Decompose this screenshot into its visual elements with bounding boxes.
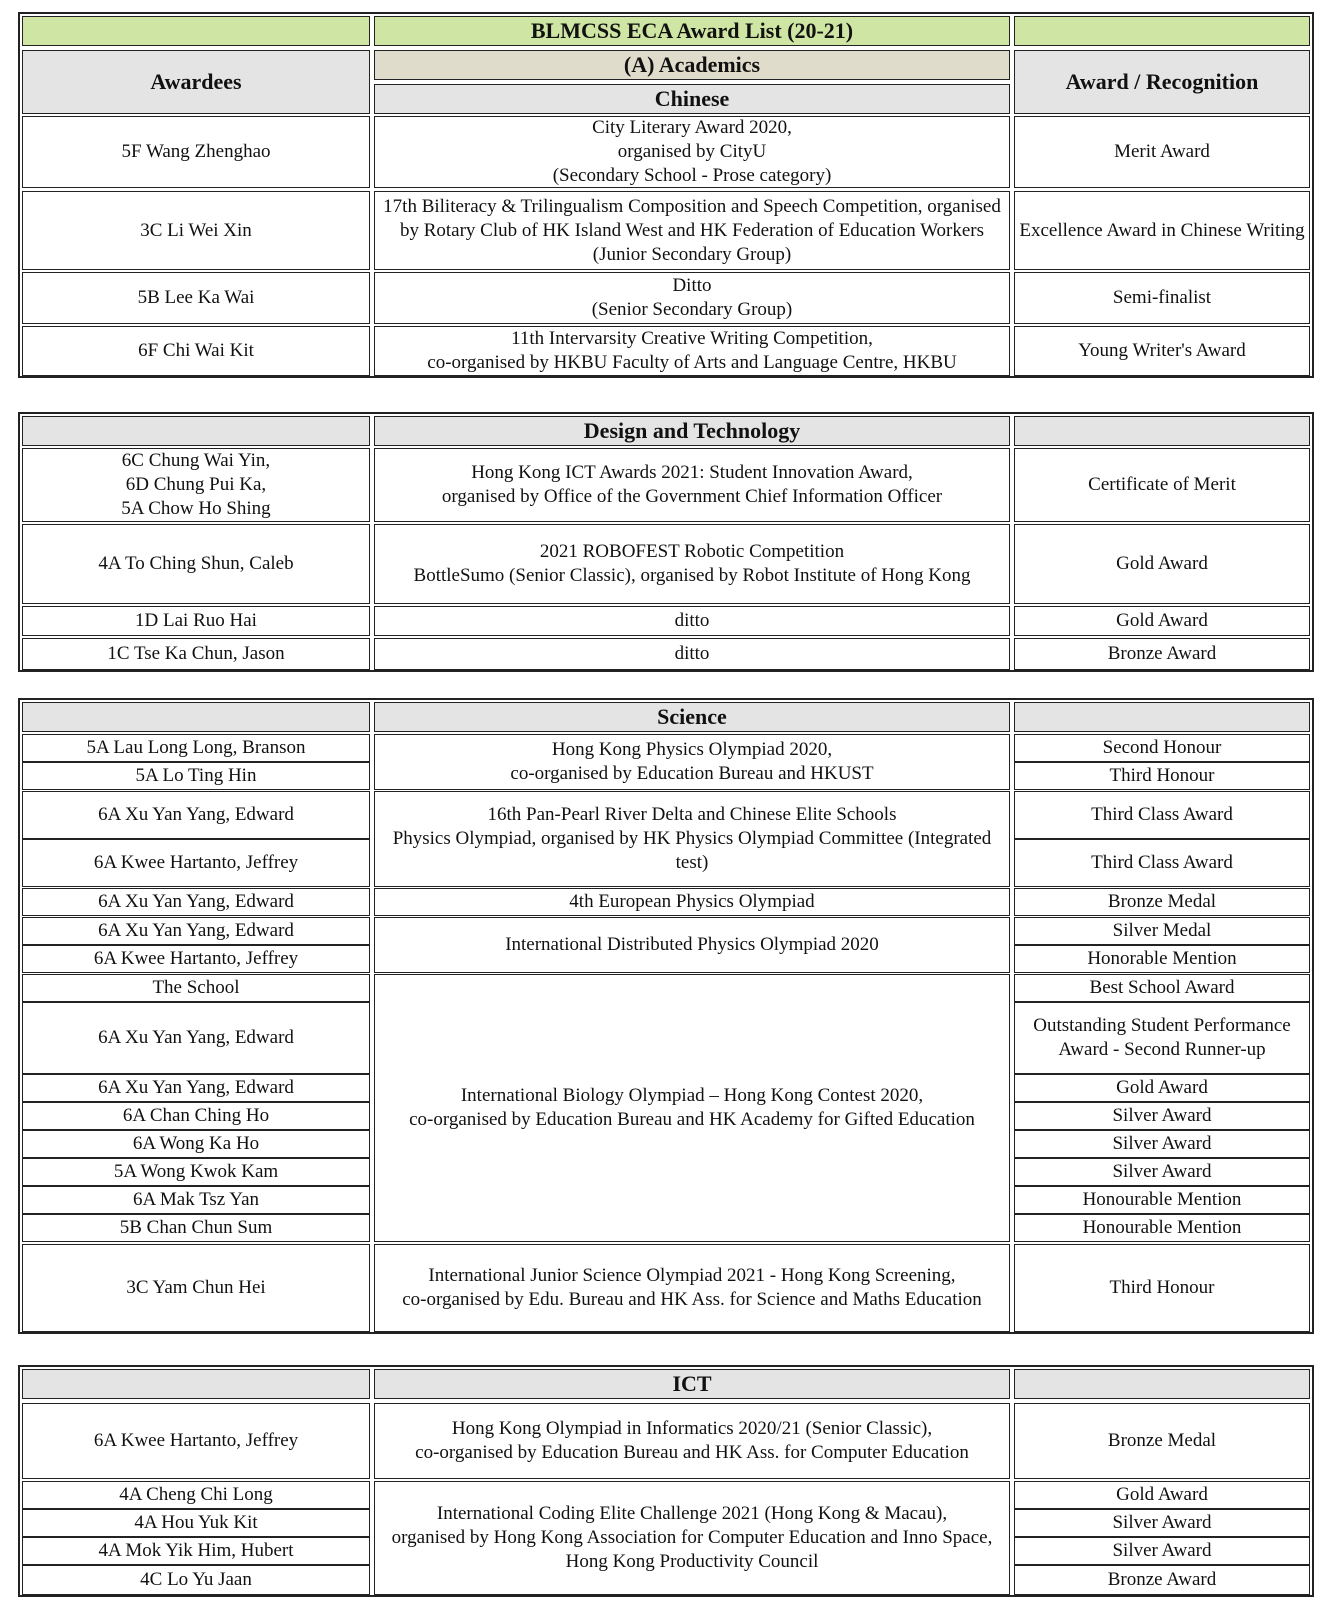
awardee-cell: 4A Cheng Chi Long bbox=[22, 1481, 370, 1509]
event-cell: 2021 ROBOFEST Robotic Competition BottleSumo (Senior Classic), organised by Robot Institute of Hong Kong bbox=[374, 524, 1010, 604]
event-cell: Hong Kong Olympiad in Informatics 2020/21 (Senior Classic), co-organised by Education Bureau and HK Ass. for Computer Education bbox=[374, 1403, 1010, 1479]
awardee-cell: 1C Tse Ka Chun, Jason bbox=[22, 638, 370, 670]
award-cell: Honorable Mention bbox=[1014, 945, 1310, 973]
awardee-cell: 6A Wong Ka Ho bbox=[22, 1130, 370, 1158]
award-cell: Honourable Mention bbox=[1014, 1186, 1310, 1214]
awardee-cell: 6C Chung Wai Yin, 6D Chung Pui Ka, 5A Chow Ho Shing bbox=[22, 448, 370, 522]
event-cell: 16th Pan-Pearl River Delta and Chinese Elite Schools Physics Olympiad, organised by HK Physics Olympiad Committee (Integrated test) bbox=[374, 791, 1010, 887]
awardee-cell: 5B Lee Ka Wai bbox=[22, 272, 370, 324]
chinese-section-header: Chinese bbox=[374, 84, 1010, 114]
event-cell: Ditto (Senior Secondary Group) bbox=[374, 272, 1010, 324]
award-cell: Silver Award bbox=[1014, 1509, 1310, 1537]
science-section-header: Science bbox=[374, 702, 1010, 732]
page-title: BLMCSS ECA Award List (20-21) bbox=[374, 16, 1010, 46]
event-cell: International Coding Elite Challenge 2021 (Hong Kong & Macau), organised by Hong Kong Association for Computer Education and Inno Space, Hong Kong Productivity Council bbox=[374, 1481, 1010, 1595]
science-header-right-blank bbox=[1014, 702, 1310, 732]
awardee-cell: 4C Lo Yu Jaan bbox=[22, 1565, 370, 1595]
event-cell: Hong Kong ICT Awards 2021: Student Innovation Award, organised by Office of the Government Chief Information Officer bbox=[374, 448, 1010, 522]
awardee-cell: 5A Lo Ting Hin bbox=[22, 762, 370, 790]
awardee-cell: 6A Kwee Hartanto, Jeffrey bbox=[22, 839, 370, 887]
awardee-cell: 5A Wong Kwok Kam bbox=[22, 1158, 370, 1186]
event-cell: 11th Intervarsity Creative Writing Competition, co-organised by HKBU Faculty of Arts and Language Centre, HKBU bbox=[374, 326, 1010, 376]
awardee-cell: 6A Kwee Hartanto, Jeffrey bbox=[22, 1403, 370, 1479]
awardee-cell: 4A To Ching Shun, Caleb bbox=[22, 524, 370, 604]
award-cell: Silver Award bbox=[1014, 1102, 1310, 1130]
awardee-cell: 6A Xu Yan Yang, Edward bbox=[22, 1074, 370, 1102]
dt-section-header: Design and Technology bbox=[374, 416, 1010, 446]
award-cell: Semi-finalist bbox=[1014, 272, 1310, 324]
awardee-cell: 6A Xu Yan Yang, Edward bbox=[22, 917, 370, 945]
awardee-cell: 6F Chi Wai Kit bbox=[22, 326, 370, 376]
award-header: Award / Recognition bbox=[1014, 50, 1310, 114]
awardees-header: Awardees bbox=[22, 50, 370, 114]
event-cell: ditto bbox=[374, 638, 1010, 670]
awardee-cell: The School bbox=[22, 974, 370, 1002]
awardee-cell: 1D Lai Ruo Hai bbox=[22, 606, 370, 636]
awardee-cell: 5F Wang Zhenghao bbox=[22, 116, 370, 188]
ict-section-header: ICT bbox=[374, 1369, 1010, 1399]
chinese-table bbox=[18, 12, 1314, 378]
award-cell: Gold Award bbox=[1014, 606, 1310, 636]
awardee-cell: 3C Li Wei Xin bbox=[22, 191, 370, 270]
title-left-blank bbox=[22, 16, 370, 46]
event-cell: 4th European Physics Olympiad bbox=[374, 888, 1010, 916]
dt-table bbox=[18, 412, 1314, 672]
category-header: (A) Academics bbox=[374, 50, 1010, 80]
award-cell: Bronze Award bbox=[1014, 1565, 1310, 1595]
award-cell: Third Class Award bbox=[1014, 791, 1310, 839]
awardee-cell: 6A Mak Tsz Yan bbox=[22, 1186, 370, 1214]
award-cell: Bronze Medal bbox=[1014, 888, 1310, 916]
awardee-cell: 5A Lau Long Long, Branson bbox=[22, 734, 370, 762]
award-cell: Excellence Award in Chinese Writing bbox=[1014, 191, 1310, 270]
award-cell: Silver Award bbox=[1014, 1537, 1310, 1565]
event-cell: 17th Biliteracy & Trilingualism Composition and Speech Competition, organised by Rotary Club of HK Island West and HK Federation of Education Workers (Junior Secondary Group) bbox=[374, 191, 1010, 270]
award-cell: Merit Award bbox=[1014, 116, 1310, 188]
awardee-cell: 6A Xu Yan Yang, Edward bbox=[22, 791, 370, 839]
award-cell: Third Honour bbox=[1014, 762, 1310, 790]
award-cell: Bronze Award bbox=[1014, 638, 1310, 670]
awardee-cell: 5B Chan Chun Sum bbox=[22, 1214, 370, 1242]
award-cell: Honourable Mention bbox=[1014, 1214, 1310, 1242]
award-cell: Gold Award bbox=[1014, 1481, 1310, 1509]
dt-header-right-blank bbox=[1014, 416, 1310, 446]
event-cell: City Literary Award 2020, organised by CityU (Secondary School - Prose category) bbox=[374, 116, 1010, 188]
title-right-blank bbox=[1014, 16, 1310, 46]
event-cell: International Distributed Physics Olympiad 2020 bbox=[374, 917, 1010, 973]
awardee-cell: 4A Mok Yik Him, Hubert bbox=[22, 1537, 370, 1565]
award-cell: Bronze Medal bbox=[1014, 1403, 1310, 1479]
ict-table bbox=[18, 1365, 1314, 1597]
awardee-cell: 6A Xu Yan Yang, Edward bbox=[22, 1002, 370, 1074]
science-header-left-blank bbox=[22, 702, 370, 732]
award-cell: Second Honour bbox=[1014, 734, 1310, 762]
award-cell: Third Class Award bbox=[1014, 839, 1310, 887]
award-cell: Best School Award bbox=[1014, 974, 1310, 1002]
award-cell: Silver Award bbox=[1014, 1158, 1310, 1186]
awardee-cell: 3C Yam Chun Hei bbox=[22, 1244, 370, 1332]
ict-header-right-blank bbox=[1014, 1369, 1310, 1399]
event-cell: Hong Kong Physics Olympiad 2020, co-organised by Education Bureau and HKUST bbox=[374, 734, 1010, 790]
event-cell: ditto bbox=[374, 606, 1010, 636]
award-cell: Certificate of Merit bbox=[1014, 448, 1310, 522]
event-cell: International Biology Olympiad – Hong Kong Contest 2020, co-organised by Education Bureau and HK Academy for Gifted Education bbox=[374, 974, 1010, 1242]
event-cell: International Junior Science Olympiad 2021 - Hong Kong Screening, co-organised by Edu. Bureau and HK Ass. for Science and Maths Education bbox=[374, 1244, 1010, 1332]
awardee-cell: 6A Xu Yan Yang, Edward bbox=[22, 888, 370, 916]
award-cell: Young Writer's Award bbox=[1014, 326, 1310, 376]
awardee-cell: 6A Kwee Hartanto, Jeffrey bbox=[22, 945, 370, 973]
awardee-cell: 4A Hou Yuk Kit bbox=[22, 1509, 370, 1537]
science-table bbox=[18, 698, 1314, 1334]
award-cell: Third Honour bbox=[1014, 1244, 1310, 1332]
awardee-cell: 6A Chan Ching Ho bbox=[22, 1102, 370, 1130]
ict-header-left-blank bbox=[22, 1369, 370, 1399]
award-cell: Gold Award bbox=[1014, 1074, 1310, 1102]
award-cell: Silver Award bbox=[1014, 1130, 1310, 1158]
dt-header-left-blank bbox=[22, 416, 370, 446]
award-cell: Silver Medal bbox=[1014, 917, 1310, 945]
award-cell: Outstanding Student Performance Award - Second Runner-up bbox=[1014, 1002, 1310, 1074]
award-cell: Gold Award bbox=[1014, 524, 1310, 604]
